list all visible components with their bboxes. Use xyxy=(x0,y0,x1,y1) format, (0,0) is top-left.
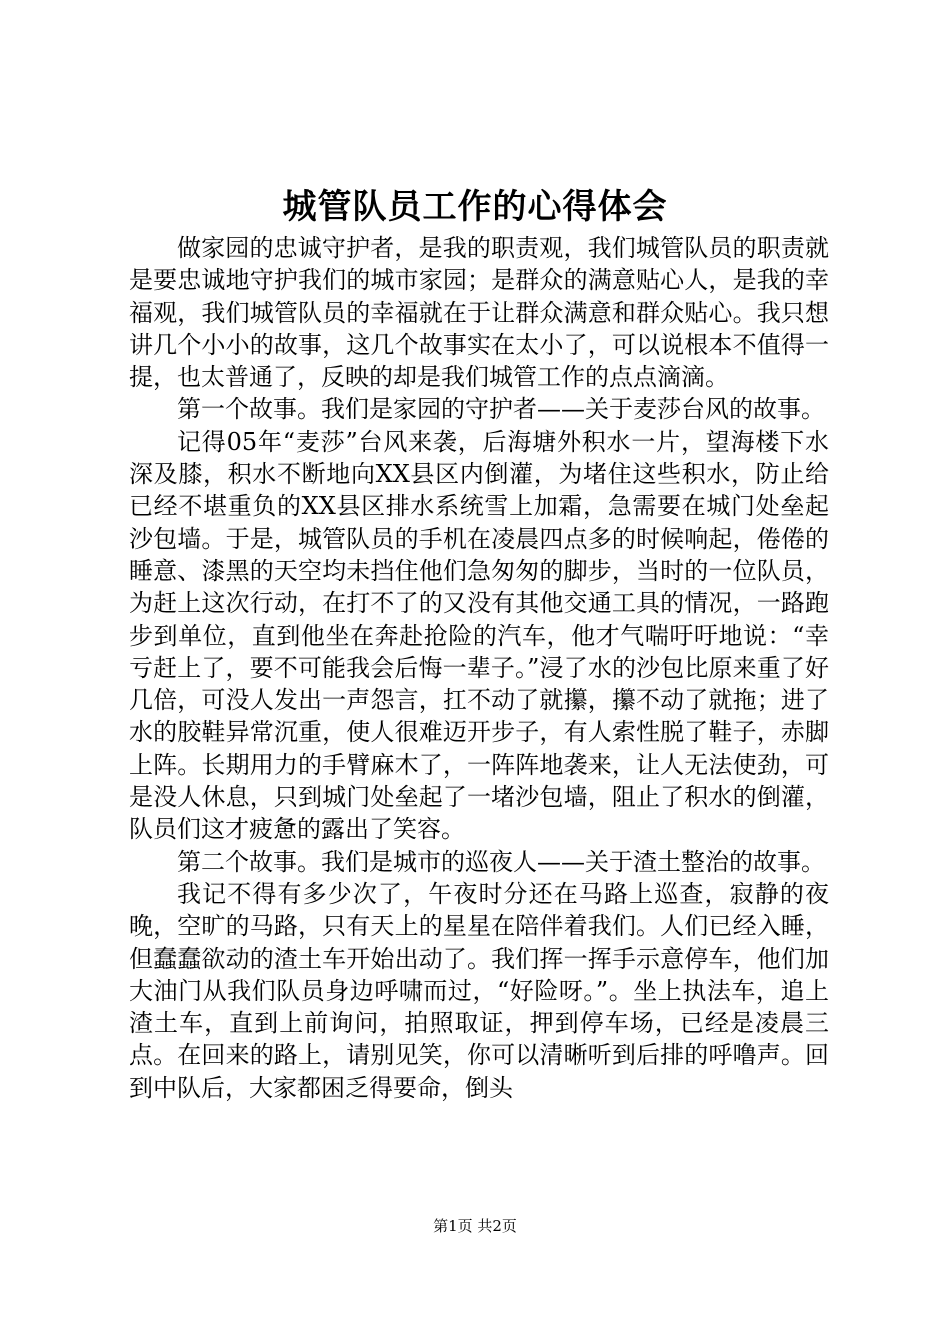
paragraph-story-two-body: 我记不得有多少次了，午夜时分还在马路上巡查，寂静的夜晚，空旷的马路，只有天上的星星在陪伴着我们。人们已经入睡，但蠢蠢欲动的渣土车开始出动了。我们挥一挥手示意停车，他们加大油门从我们队员身边呼啸而过，“好险呀。”。坐上执法车，追上渣土车，直到上前询问，拍照取证，押到停车场，已经是凌晨三点。在回来的路上，请别见笑，你可以清晰听到后排的呼噜声。回到中队后，大家都困乏得要命，倒头 xyxy=(129,879,829,1102)
paragraph-story-one-heading: 第一个故事。我们是家园的守护者——关于麦莎台风的故事。 xyxy=(177,395,825,424)
paragraph-intro: 做家园的忠诚守护者，是我的职责观，我们城管队员的职责就是要忠诚地守护我们的城市家园；是群众的满意贴心人，是我的幸福观，我们城管队员的幸福就在于让群众满意和群众贴心。我只想讲几个小小的故事，这几个故事实在太小了，可以说根本不值得一提，也太普通了，反映的却是我们城管工作的点点滴滴。 xyxy=(129,234,829,392)
document-body xyxy=(129,232,829,1104)
document-title: 城管队员工作的心得体会 xyxy=(282,187,668,227)
paragraph-story-two-heading: 第二个故事。我们是城市的巡夜人——关于渣土整治的故事。 xyxy=(177,847,825,876)
page-number-footer: 第1页 共2页 xyxy=(433,1217,517,1235)
paragraph-story-one-body: 记得05年“麦莎”台风来袭，后海塘外积水一片，望海楼下水深及膝，积水不断地向XX县区内倒灌，为堵住这些积水，防止给已经不堪重负的XX县区排水系统雪上加霜，急需要在城门处垒起沙包墙。于是，城管队员的手机在凌晨四点多的时候响起，倦倦的睡意、漆黑的天空均未挡住他们急匆匆的脚步，当时的一位队员，为赶上这次行动，在打不了的又没有其他交通工具的情况，一路跑步到单位，直到他坐在奔赴抢险的汽车，他才气喘吁吁地说：“幸亏赶上了，要不可能我会后悔一辈子。”浸了水的沙包比原来重了好几倍，可没人发出一声怨言，扛不动了就攥，攥不动了就拖；进了水的胶鞋异常沉重，使人很难迈开步子，有人索性脱了鞋子，赤脚上阵。长期用力的手臂麻木了，一阵阵地袭来，让人无法使劲，可是没人休息，只到城门处垒起了一堵沙包墙，阻止了积水的倒灌，队员们这才疲惫的露出了笑容。 xyxy=(129,427,829,844)
